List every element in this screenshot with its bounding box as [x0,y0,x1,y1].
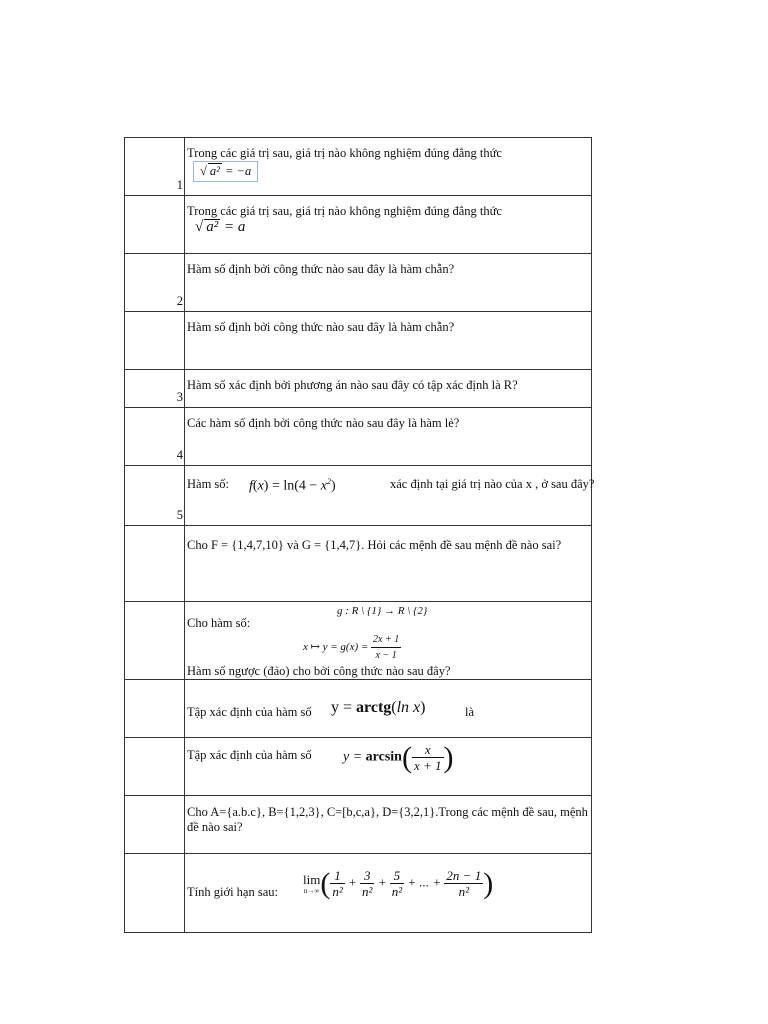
question-cell [185,854,592,933]
question-text: Cho F = {1,4,7,10} và G = {1,4,7}. Hỏi các mệnh đề sau mệnh đề nào sai? [187,538,562,552]
question-cell [185,526,592,602]
question-text: Hàm số xác định bởi phương án nào sau đây có tập xác định là R? [187,378,518,392]
question-cell [185,138,592,196]
question-cell [185,466,595,526]
question-number-cell [125,370,185,408]
question-text: Tập xác định của hàm số [187,748,312,762]
table-row [125,466,592,526]
question-table [124,137,595,933]
question-number: 4 [176,448,183,462]
question-text-continued: Hàm số ngược (đảo) cho bởi công thức nào sau đây? [187,664,451,678]
question-number: 3 [176,390,183,404]
question-cell [185,796,592,854]
question-text: Hàm số định bởi công thức nào sau đây là hàm chẵn? [187,320,455,334]
formula-arctg-ln: y = arctg(ln x) [331,699,426,716]
formula-g-of-x: x ↦ y = g(x) = $\frac{2x + 1}{x - 1}$ [303,634,400,661]
question-number: 1 [176,178,183,192]
question-text-continued: là [465,705,475,719]
question-text-continued: xác định tại giá trị nào của x , ở sau đây? [390,477,595,491]
question-number: 5 [176,508,183,522]
question-number-cell [125,738,185,796]
question-cell [185,680,592,738]
question-text: Cho hàm số: [187,616,251,630]
question-number-cell [125,312,185,370]
formula-sqrt-a2-eq-a: √ a² = a [195,219,246,235]
question-text: Cho A={a.b.c}, B={1,2,3}, C=[b,c,a}, D={3,2,1}.Trong các mệnh đề sau, mệnh đề nào sai? [187,805,588,834]
question-text: Trong các giá trị sau, giá trị nào không nghiệm đúng đẳng thức [187,146,502,160]
table-row [125,408,592,466]
table-row [125,854,592,933]
table-row [125,602,592,680]
question-number-cell [125,408,185,466]
formula-limit-sum: lim n→∞ ( $\frac{1}{\text{n²}}$ + $\frac{3}{\text{n²}}$ + $\frac{5}{\text{n²}}$ + ... + $\frac{2n - 1}{\text{n²}}$ ) [303,867,494,900]
question-number-cell [125,196,185,254]
table-row [125,526,592,602]
question-number-cell [125,466,185,526]
table-row [125,796,592,854]
formula-arcsin: y = arcsin( $\frac{x}{x + 1}$ ) [343,741,454,774]
question-number-cell [125,854,185,933]
question-text: Trong các giá trị sau, giá trị nào không nghiệm đúng đẳng thức [187,204,502,218]
question-number-cell [125,796,185,854]
question-cell [185,602,592,680]
question-cell [185,196,592,254]
table-row [125,312,592,370]
question-number-cell [125,138,185,196]
question-cell [185,370,592,408]
question-number-cell [125,526,185,602]
question-text: Tính giới hạn sau: [187,885,278,899]
question-number-cell [125,602,185,680]
question-text: Các hàm số định bởi công thức nào sau đây là hàm lẻ? [187,416,460,430]
table-row [125,680,592,738]
table-row [125,138,592,196]
question-number-cell [125,254,185,312]
question-cell [185,408,592,466]
question-text: Hàm số: [187,477,230,491]
question-cell [185,738,592,796]
question-number: 2 [176,294,183,308]
question-cell [185,254,592,312]
table-row [125,738,592,796]
table-row [125,196,592,254]
table-row [125,370,592,408]
question-text: Hàm số định bởi công thức nào sau đây là hàm chẵn? [187,262,455,276]
table-row [125,254,592,312]
formula-sqrt-a2-eq-neg-a: √ a² = −a [187,161,589,182]
formula-f-ln: $f(x) = \ln(4 - x^2)$ [249,477,336,494]
formula-g-mapping: g : R \ {1} → R \ {2} [337,605,428,617]
question-text: Tập xác định của hàm số [187,705,312,719]
question-cell [185,312,592,370]
question-number-cell [125,680,185,738]
